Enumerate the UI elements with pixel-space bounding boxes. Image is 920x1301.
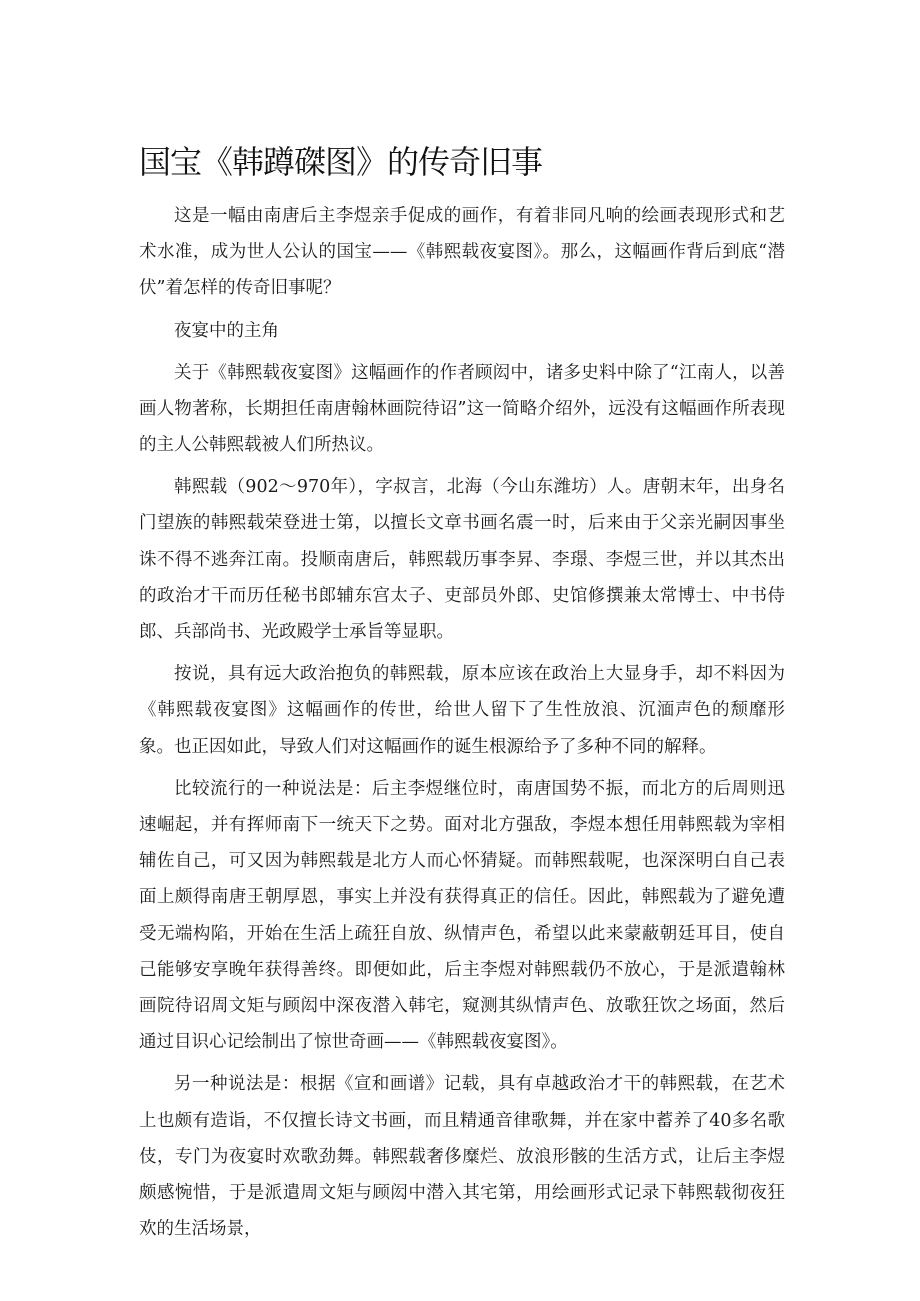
- section-heading: 夜宴中的主角: [174, 320, 279, 341]
- body-paragraph: 比较流行的一种说法是：后主李煜继位时，南唐国势不振，而北方的后周则迅速崛起，并有挥师南下一统天下之势。面对北方强敌，李煜本想任用韩熙载为宰相辅佐自己，可又因为韩熙载是北方人而心怀猜疑。而韩熙载呢，也深深明白自己表面上颇得南唐王朝厚恩，事实上并没有获得真正的信任。因此，韩熙载为了避免遭受无端构陷，开始在生活上疏狂自放、纵情声色，希望以此来蒙蔽朝廷耳目，使自己能够安享晚年获得善终。即便如此，后主李煜对韩熙载仍不放心，于是派遣翰林画院待诏周文矩与顾闳中深夜潜入韩宅，窥测其纵情声色、放歌狂饮之场面，然后通过目识心记绘制出了惊世奇画——《韩熙载夜宴图》。: [139, 778, 785, 1053]
- body-paragraph: 另一种说法是：根据《宣和画谱》记载，具有卓越政治才干的韩熙载，在艺术上也颇有造诣，不仅擅长诗文书画，而且精通音律歌舞，并在家中蓄养了40多名歌伎，专门为夜宴时欢歌劲舞。韩熙载奢侈糜烂、放浪形骸的生活方式，让后主李煜颇感惋惜，于是派遣周文矩与顾闳中潜入其宅第，用绘画形式记录下韩熙载彻夜狂欢的生活场景，: [139, 1074, 785, 1240]
- intro-paragraph: 这是一幅由南唐后主李煜亲手促成的画作，有着非同凡响的绘画表现形式和艺术水准，成为世人公认的国宝——《韩熙载夜宴图》。那么，这幅画作背后到底“潜伏”着怎样的传奇旧事呢？: [139, 206, 785, 299]
- body-paragraph: 按说，具有远大政治抱负的韩熙载，原本应该在政治上大显身手，却不料因为《韩熙载夜宴图》这幅画作的传世，给世人留下了生性放浪、沉湎声色的颓靡形象。也正因如此，导致人们对这幅画作的诞生根源给予了多种不同的解释。: [139, 664, 785, 757]
- body-paragraph: 关于《韩熙载夜宴图》这幅画作的作者顾闳中，诸多史料中除了“江南人，以善画人物著称，长期担任南唐翰林画院待诏”这一简略介绍外，远没有这幅画作所表现的主人公韩熙载被人们所热议。: [139, 362, 785, 456]
- document-page: [139, 140, 785, 1253]
- body-paragraph: 韩熙载（902～970年），字叔言，北海（今山东潍坊）人。唐朝末年，出身名门望族的韩熙载荣登进士第，以擅长文章书画名震一时，后来由于父亲光嗣因事坐诛不得不逃奔江南。投顺南唐后，韩熙载历事李昇、李璟、李煜三世，并以其杰出的政治才干而历任秘书郎辅东宫太子、吏部员外郎、史馆修撰兼太常博士、中书侍郎、兵部尚书、光政殿学士承旨等显职。: [139, 477, 785, 643]
- page-title: 国宝《韩蹲磔图》的传奇旧事: [139, 143, 543, 181]
